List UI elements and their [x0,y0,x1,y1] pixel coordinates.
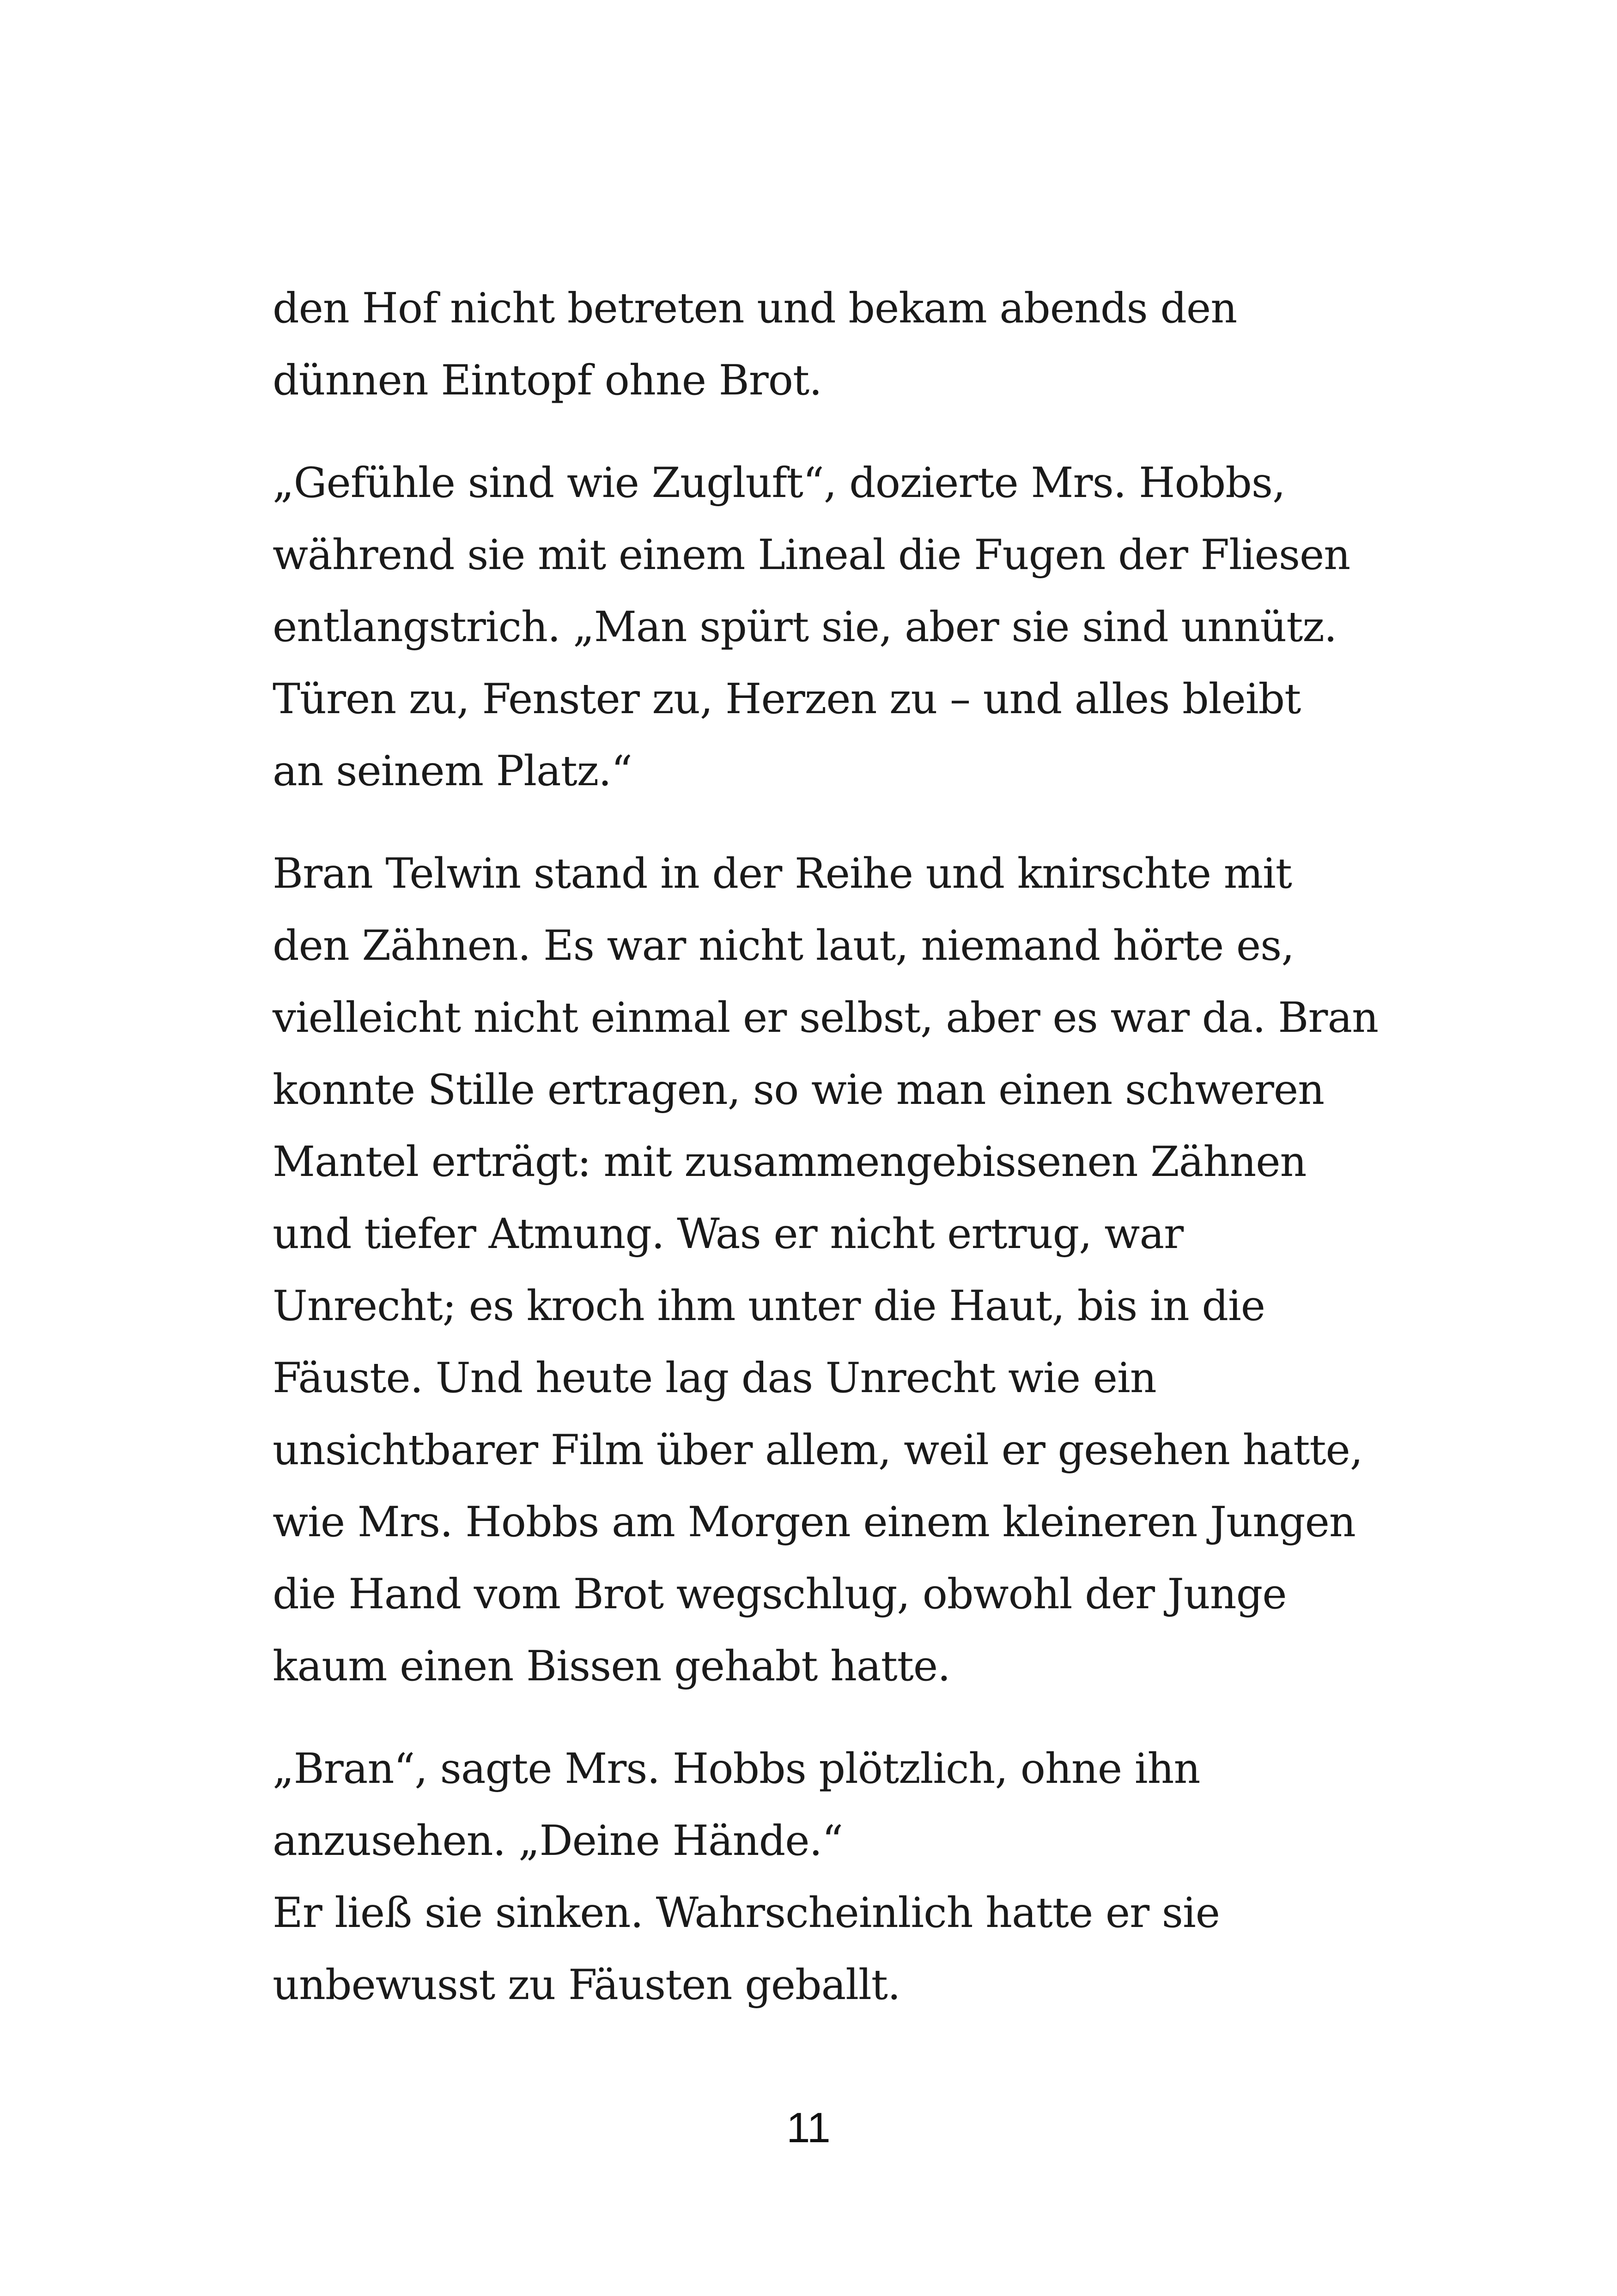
text-line: vielleicht nicht einmal er selbst, aber es war da. Bran [273,994,1379,1042]
text-line: „Bran“, sagte Mrs. Hobbs plötzlich, ohne ihn [273,1745,1200,1793]
paragraph [273,447,1349,807]
text-line: Bran Telwin stand in der Reihe und knirschte mit [273,849,1292,898]
text-line: kaum einen Bissen gehabt hatte. [273,1642,950,1690]
text-line: während sie mit einem Lineal die Fugen der Fliesen [273,531,1350,579]
text-line: Er ließ sie sinken. Wahrscheinlich hatte er sie [273,1889,1220,1937]
page-number: 11 [786,2104,831,2151]
text-line: den Hof nicht betreten und bekam abends den [273,284,1237,333]
text-line: konnte Stille ertragen, so wie man einen schweren [273,1066,1325,1114]
text-line: unsichtbarer Film über allem, weil er gesehen hatte, [273,1426,1363,1474]
text-line: die Hand vom Brot wegschlug, obwohl der Junge [273,1570,1287,1618]
text-line: Unrecht; es kroch ihm unter die Haut, bis in die [273,1282,1265,1330]
text-line: anzusehen. „Deine Hände.“ [273,1817,843,1865]
text-line: entlangstrich. „Man spürt sie, aber sie sind unnütz. [273,603,1337,651]
text-line: Türen zu, Fenster zu, Herzen zu – und alles bleibt [273,675,1301,723]
text-line: wie Mrs. Hobbs am Morgen einem kleineren Jungen [273,1498,1356,1546]
paragraph [273,273,1349,417]
paragraph [273,1733,1349,2021]
body-text [273,273,1379,2021]
text-line: unbewusst zu Fäusten geballt. [273,1961,900,2009]
text-line: Mantel erträgt: mit zusammengebissenen Zähnen [273,1138,1307,1186]
text-line: Fäuste. Und heute lag das Unrecht wie ein [273,1354,1156,1402]
paragraph [273,838,1379,1702]
text-line: dünnen Eintopf ohne Brot. [273,356,822,405]
text-line: „Gefühle sind wie Zugluft“, dozierte Mrs. Hobbs, [273,459,1285,507]
text-line: an seinem Platz.“ [273,747,632,795]
text-line: und tiefer Atmung. Was er nicht ertrug, war [273,1210,1184,1258]
text-line: den Zähnen. Es war nicht laut, niemand hörte es, [273,921,1294,970]
